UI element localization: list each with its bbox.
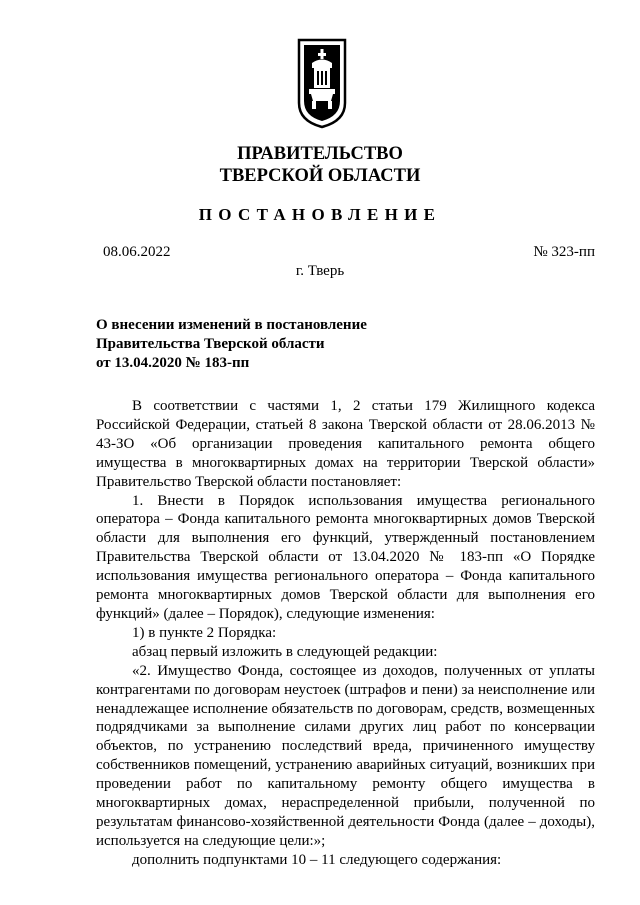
body-paragraph: дополнить подпунктами 10 – 11 следующего содержания: — [132, 851, 502, 868]
document-city: г. Тверь — [295, 263, 345, 279]
document-number: № 323-пп — [533, 244, 595, 260]
tver-coat-of-arms-icon — [296, 37, 348, 129]
government-name-line1: ПРАВИТЕЛЬСТВО — [237, 144, 403, 164]
body-paragraph: В соответствии с частями 1, 2 статьи 179 Жилищного кодекса Российской Федерации, статьей 8 закона Тверской области от 28.06.2013 № 43-ЗО «Об организации проведения капитального ремонта общего имущества в многоквартирных домах на территории Тверской области» Правительство Тверской области постановляет: — [96, 398, 595, 490]
subject-line: от 13.04.2020 № 183-пп — [96, 355, 250, 371]
body-paragraph: абзац первый изложить в следующей редакции: — [132, 643, 438, 660]
body-paragraph: «2. Имущество Фонда, состоящее из доходов, полученных от уплаты контрагентами по договорам неустоек (штрафов и пени) за неисполнение или ненадлежащее исполнение обязательств по договорам, средств, возмещенных подрядчиками за выполнение силами других лиц работ по консервации объектов, по устранению последствий вреда, причиненного имуществу собственников помещений, устранению аварийных ситуаций, возникших при проведении работ по капитальному ремонту общего имущества в многоквартирных домах, нераспределенной прибыли, полученной по результатам финансово-хозяйственной деятельности Фонда (далее – доходы), используется на следующие цели:»; — [96, 662, 595, 849]
document-type: ПОСТАНОВЛЕНИЕ — [198, 205, 442, 224]
document-subject — [96, 316, 367, 373]
body-paragraph: 1. Внести в Порядок использования имущества регионального оператора – Фонда капитального ремонта многоквартирных домов Тверской области для выполнения его функций, утвержденный постановлением Правительства Тверской области от 13.04.2020 № 183-пп «О Порядке использования имущества регионального оператора – Фонда капитального ремонта многоквартирных домов Тверской области для выполнения его функций» (далее – Порядок), следующие изменения: — [96, 492, 595, 622]
body-paragraph: 1) в пункте 2 Порядка: — [132, 624, 277, 641]
document-body — [96, 397, 595, 870]
document-date: 08.06.2022 — [103, 244, 171, 260]
subject-line: О внесении изменений в постановление — [96, 317, 367, 333]
subject-line: Правительства Тверской области — [96, 336, 325, 352]
government-name-line2: ТВЕРСКОЙ ОБЛАСТИ — [219, 166, 421, 186]
